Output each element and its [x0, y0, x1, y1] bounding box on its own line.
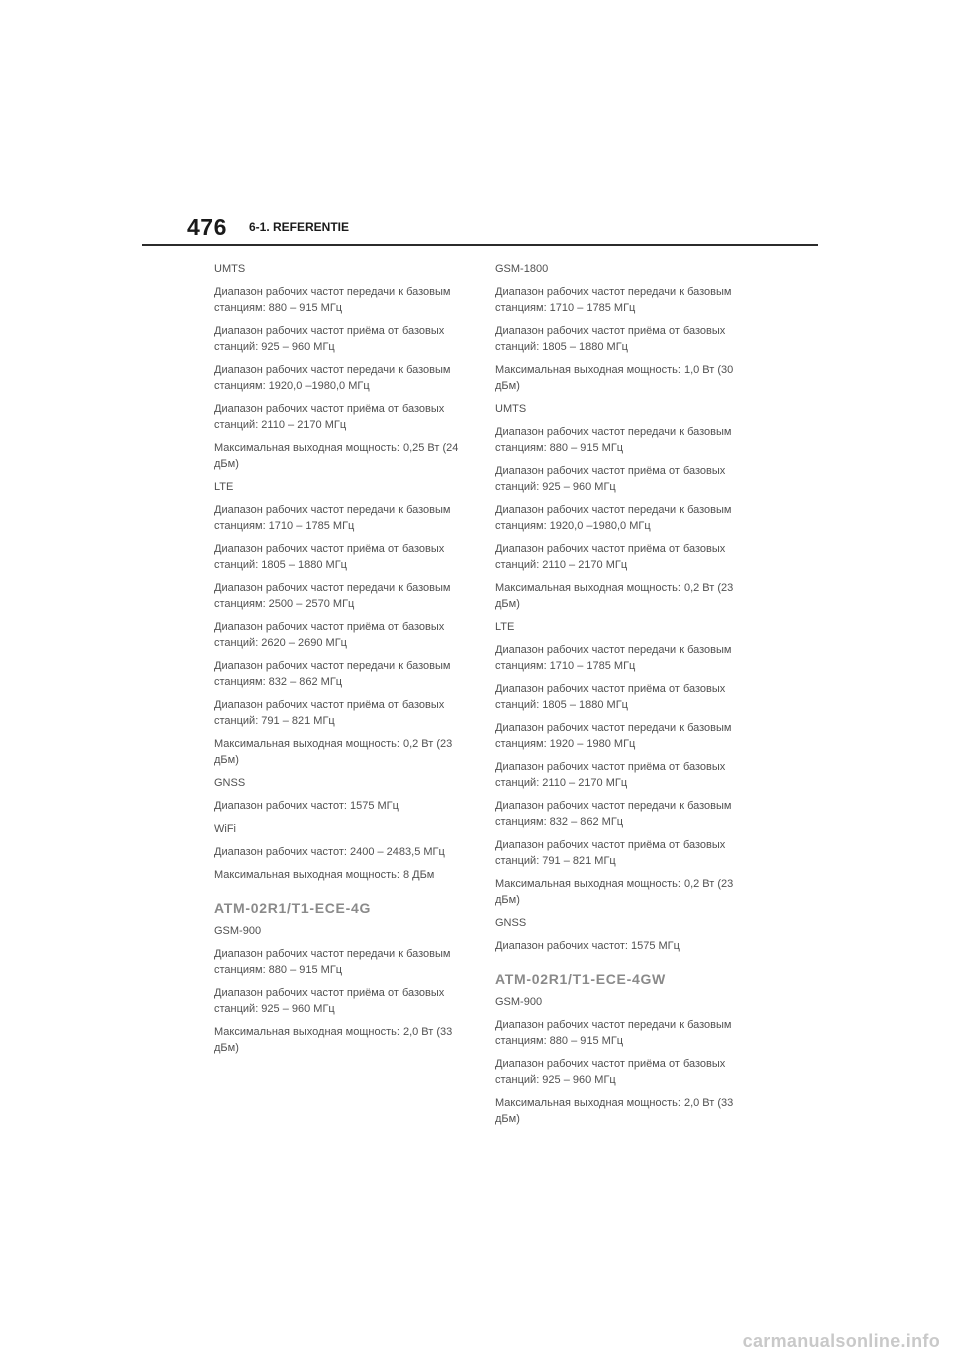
spec-paragraph: Диапазон рабочих частот приёма от базовых станций: 1805 – 1880 МГц [495, 325, 726, 353]
page-number: 476 [187, 214, 227, 240]
spec-paragraph: LTE [214, 481, 234, 493]
spec-paragraph: Максимальная выходная мощность: 2,0 Вт (33 дБм) [495, 1097, 734, 1125]
watermark-text[interactable]: carmanualsonline.info [742, 1331, 940, 1351]
spec-paragraph: GSM-1800 [495, 263, 549, 275]
spec-paragraph: GNSS [214, 777, 246, 789]
spec-paragraph: Диапазон рабочих частот: 1575 МГц [495, 940, 680, 952]
spec-paragraph: GSM-900 [214, 925, 262, 937]
spec-paragraph: Максимальная выходная мощность: 1,0 Вт (30 дБм) [495, 364, 734, 392]
model-heading: ATM-02R1/T1-ECE-4GW [495, 971, 666, 987]
spec-paragraph: Диапазон рабочих частот приёма от базовых станций: 1805 – 1880 МГц [214, 543, 445, 571]
spec-paragraph: Диапазон рабочих частот приёма от базовых станций: 791 – 821 МГц [495, 839, 726, 867]
spec-paragraph: Диапазон рабочих частот передачи к базовым станциям: 880 – 915 МГц [495, 1019, 732, 1047]
spec-paragraph: WiFi [214, 823, 236, 835]
spec-paragraph: Максимальная выходная мощность: 0,25 Вт (24 дБм) [214, 442, 459, 470]
spec-paragraph: Диапазон рабочих частот приёма от базовых станций: 791 – 821 МГц [214, 699, 445, 727]
spec-paragraph: Диапазон рабочих частот приёма от базовых станций: 2110 – 2170 МГц [495, 543, 726, 571]
spec-paragraph: Диапазон рабочих частот передачи к базовым станциям: 880 – 915 МГц [214, 286, 451, 314]
spec-paragraph: GSM-900 [495, 996, 543, 1008]
spec-paragraph: Диапазон рабочих частот приёма от базовых станций: 925 – 960 МГц [495, 465, 726, 493]
spec-paragraph: Диапазон рабочих частот передачи к базовым станциям: 2500 – 2570 МГц [214, 582, 451, 610]
spec-paragraph: Диапазон рабочих частот приёма от базовых станций: 925 – 960 МГц [214, 325, 445, 353]
spec-paragraph: Диапазон рабочих частот передачи к базовым станциям: 1920,0 –1980,0 МГц [495, 504, 732, 532]
spec-paragraph: Диапазон рабочих частот передачи к базовым станциям: 832 – 862 МГц [214, 660, 451, 688]
spec-paragraph: LTE [495, 621, 515, 633]
spec-paragraph: Диапазон рабочих частот передачи к базовым станциям: 880 – 915 МГц [495, 426, 732, 454]
spec-paragraph: Диапазон рабочих частот приёма от базовых станций: 925 – 960 МГц [495, 1058, 726, 1086]
header-rule [142, 244, 818, 246]
model-heading: ATM-02R1/T1-ECE-4G [214, 900, 372, 916]
spec-paragraph: Максимальная выходная мощность: 8 ДБм [214, 869, 435, 881]
spec-paragraph: Диапазон рабочих частот передачи к базовым станциям: 1710 – 1785 МГц [495, 286, 732, 314]
spec-paragraph: Диапазон рабочих частот приёма от базовых станций: 1805 – 1880 МГц [495, 683, 726, 711]
spec-paragraph: Диапазон рабочих частот передачи к базовым станциям: 1710 – 1785 МГц [495, 644, 732, 672]
spec-paragraph: Диапазон рабочих частот приёма от базовых станций: 2110 – 2170 МГц [495, 761, 726, 789]
spec-paragraph: Максимальная выходная мощность: 2,0 Вт (33 дБм) [214, 1026, 453, 1054]
section-title: 6-1. REFERENTIE [249, 220, 350, 234]
spec-paragraph: GNSS [495, 917, 527, 929]
spec-paragraph: Диапазон рабочих частот передачи к базовым станциям: 880 – 915 МГц [214, 948, 451, 976]
spec-paragraph: UMTS [214, 263, 246, 275]
spec-paragraph: Диапазон рабочих частот передачи к базовым станциям: 1920 – 1980 МГц [495, 722, 732, 750]
spec-paragraph: Диапазон рабочих частот приёма от базовых станций: 2110 – 2170 МГц [214, 403, 445, 431]
right-column [495, 261, 755, 1134]
spec-paragraph: Максимальная выходная мощность: 0,2 Вт (23 дБм) [495, 582, 734, 610]
spec-paragraph: Диапазон рабочих частот передачи к базовым станциям: 1920,0 –1980,0 МГц [214, 364, 451, 392]
left-column [214, 261, 474, 1063]
spec-paragraph: Диапазон рабочих частот приёма от базовых станций: 2620 – 2690 МГц [214, 621, 445, 649]
spec-paragraph: Максимальная выходная мощность: 0,2 Вт (23 дБм) [214, 738, 453, 766]
spec-paragraph: Максимальная выходная мощность: 0,2 Вт (23 дБм) [495, 878, 734, 906]
spec-paragraph: Диапазон рабочих частот приёма от базовых станций: 925 – 960 МГц [214, 987, 445, 1015]
spec-paragraph: Диапазон рабочих частот передачи к базовым станциям: 832 – 862 МГц [495, 800, 732, 828]
spec-paragraph: Диапазон рабочих частот: 2400 – 2483,5 МГц [214, 846, 445, 858]
spec-paragraph: Диапазон рабочих частот: 1575 МГц [214, 800, 399, 812]
spec-paragraph: UMTS [495, 403, 527, 415]
spec-paragraph: Диапазон рабочих частот передачи к базовым станциям: 1710 – 1785 МГц [214, 504, 451, 532]
